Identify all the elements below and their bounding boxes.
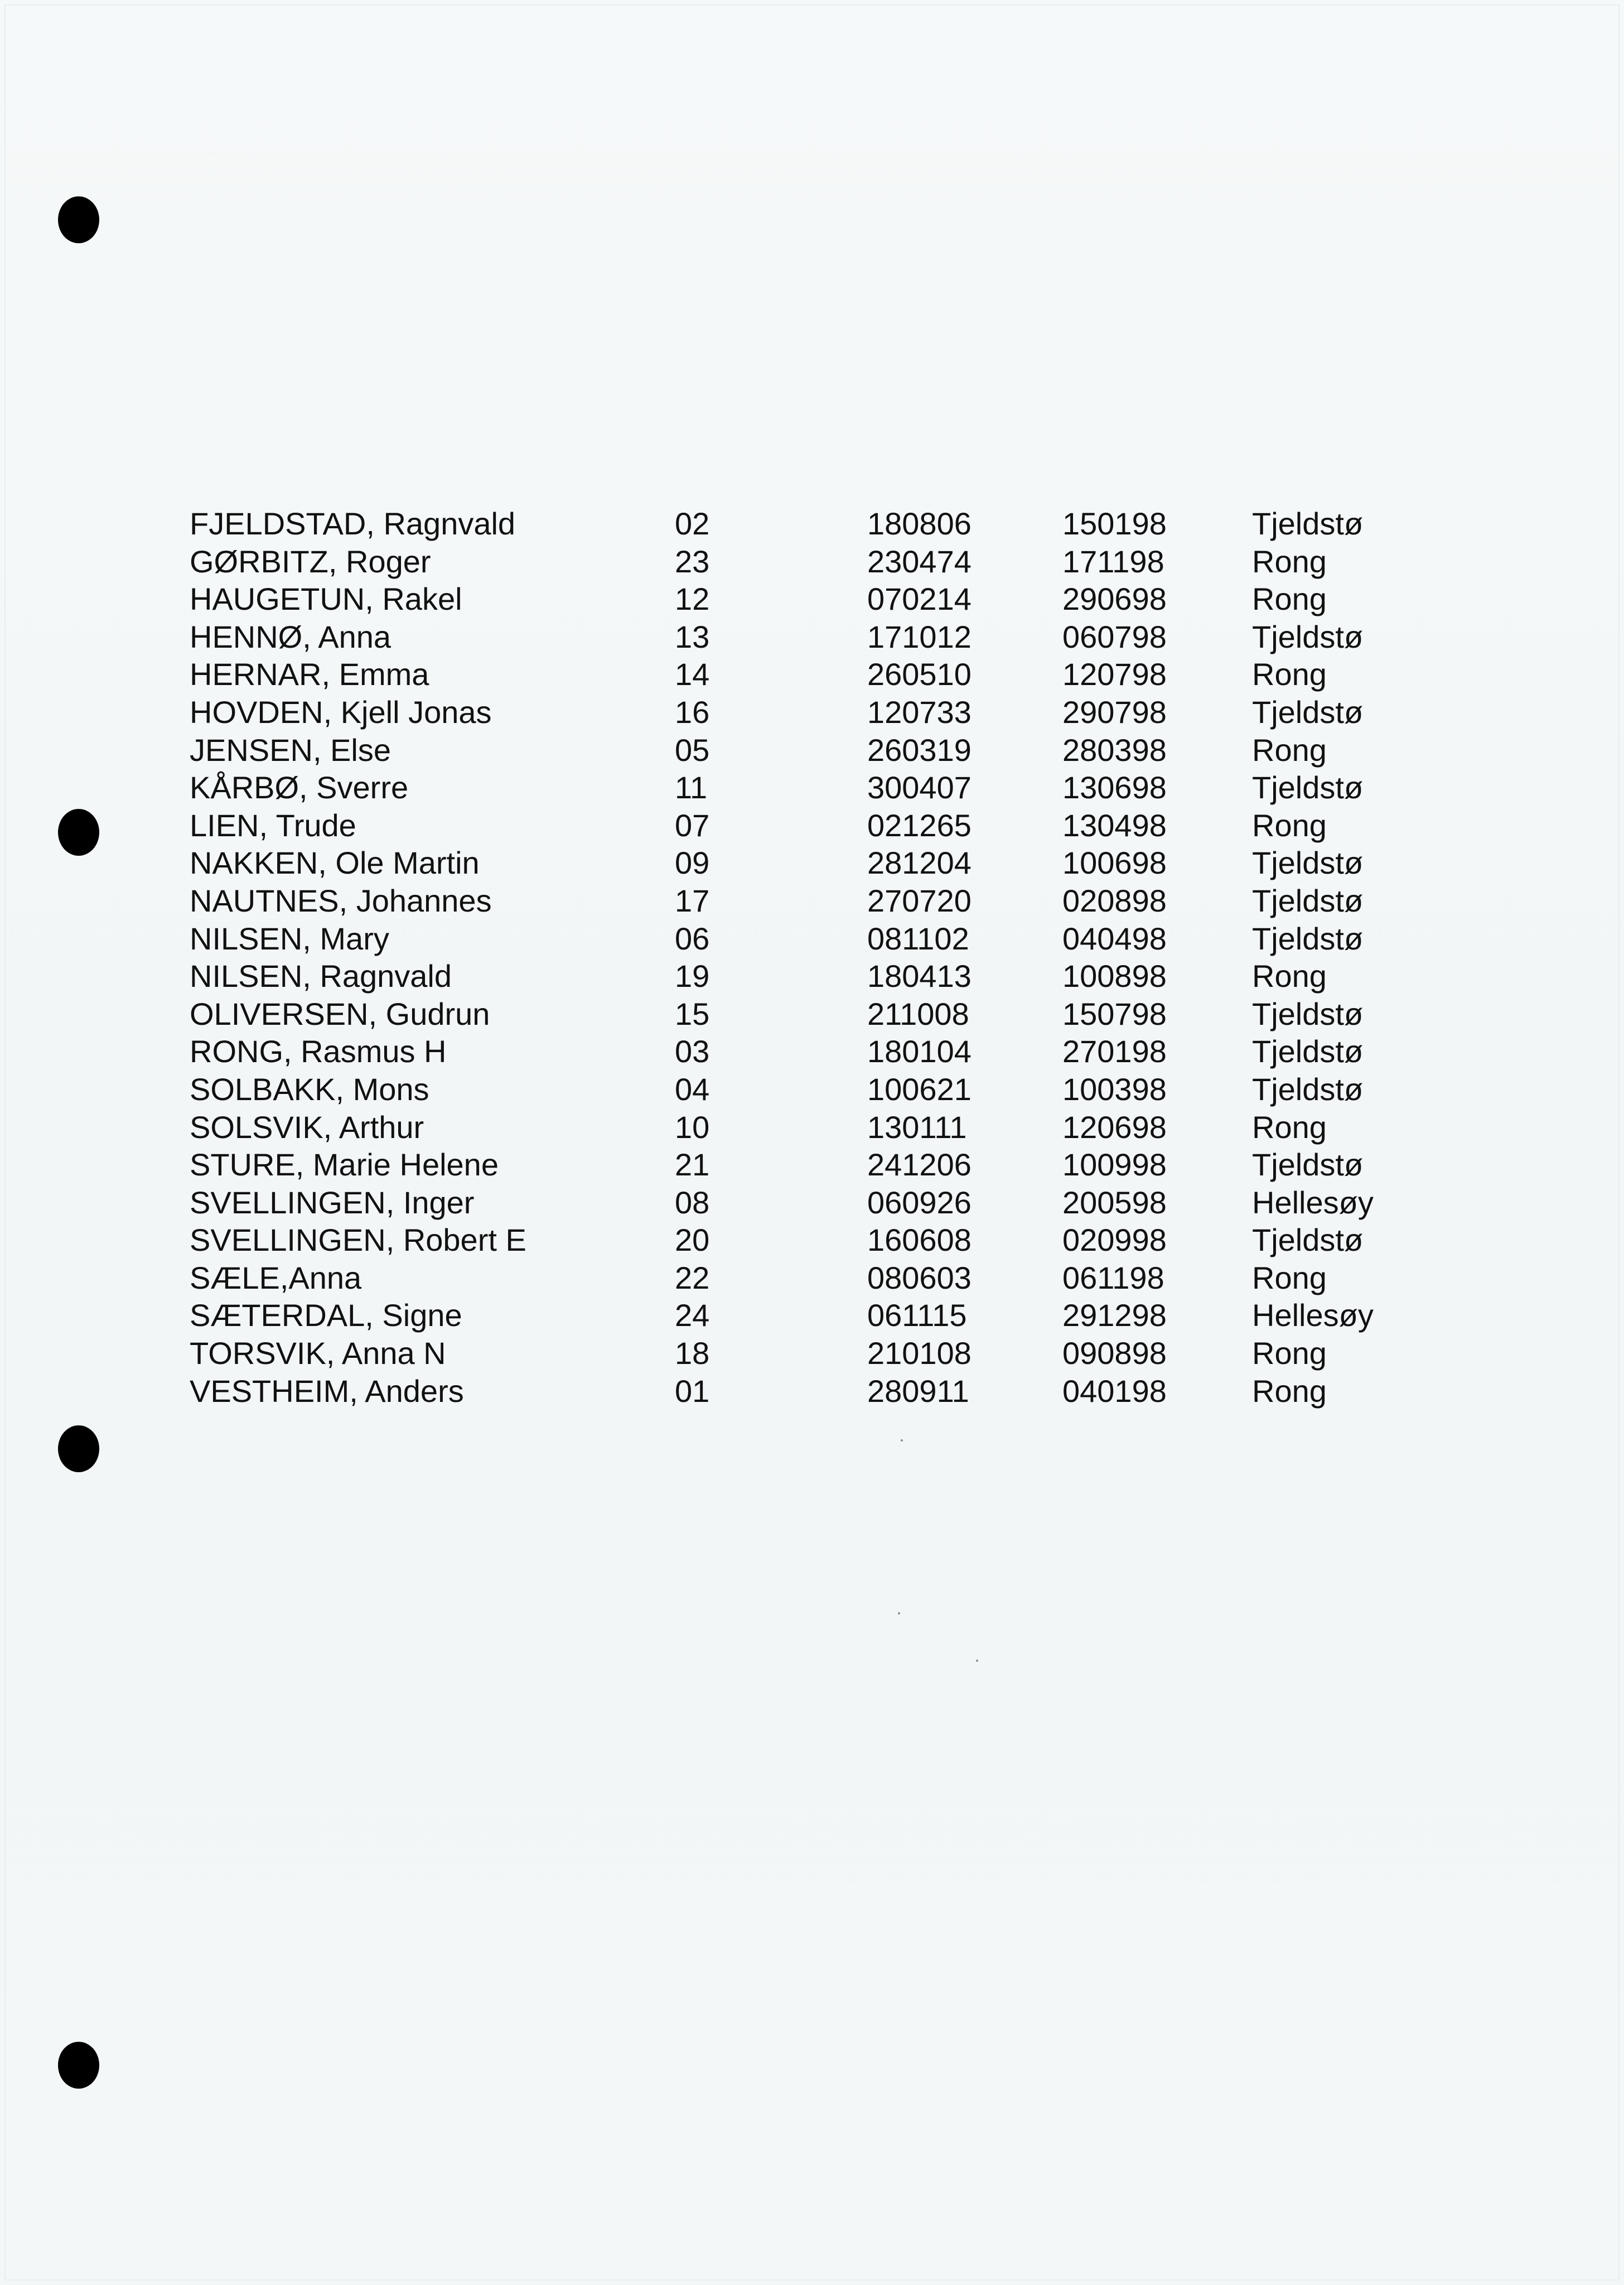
person-name: KÅRBØ, Sverre [190,770,409,806]
death-date: 100898 [1062,958,1167,994]
person-name: RONG, Rasmus H [190,1034,447,1069]
death-date: 100398 [1062,1071,1167,1107]
birth-date: 080603 [867,1260,972,1295]
death-date: 100698 [1062,845,1167,881]
person-name: HOVDEN, Kjell Jonas [190,694,492,730]
register-row [0,1071,1624,1108]
register-row [0,731,1624,769]
birth-date: 210108 [867,1336,972,1371]
death-date: 090898 [1062,1336,1167,1371]
birth-date: 270720 [867,883,972,918]
entry-number: 13 [675,619,710,654]
birth-date: 180413 [867,958,972,994]
birth-date: 260319 [867,732,972,768]
death-date: 061198 [1062,1260,1164,1295]
burial-register-list [0,505,1624,1410]
death-date: 270198 [1062,1034,1167,1069]
register-row [0,1146,1624,1184]
burial-place: Tjeldstø [1252,1222,1364,1258]
entry-number: 20 [675,1222,710,1258]
birth-date: 241206 [867,1147,972,1183]
birth-date: 230474 [867,543,972,579]
burial-place: Tjeldstø [1252,996,1364,1031]
register-row [0,769,1624,807]
register-row [0,957,1624,995]
death-date: 130698 [1062,770,1167,806]
birth-date: 070214 [867,581,972,617]
burial-place: Rong [1252,1260,1327,1295]
register-row [0,1184,1624,1222]
birth-date: 021265 [867,807,972,843]
entry-number: 19 [675,958,710,994]
birth-date: 171012 [867,619,972,654]
entry-number: 24 [675,1298,710,1333]
birth-date: 280911 [867,1373,969,1409]
register-row [0,505,1624,543]
register-row [0,543,1624,581]
death-date: 100998 [1062,1147,1167,1183]
person-name: SVELLINGEN, Robert E [190,1222,526,1258]
birth-date: 100621 [867,1071,972,1107]
register-row [0,580,1624,618]
entry-number: 23 [675,543,710,579]
entry-number: 04 [675,1071,710,1107]
entry-number: 02 [675,506,710,541]
birth-date: 180806 [867,506,972,541]
death-date: 020998 [1062,1222,1167,1258]
burial-place: Tjeldstø [1252,1147,1364,1183]
entry-number: 12 [675,581,710,617]
entry-number: 17 [675,883,710,918]
person-name: FJELDSTAD, Ragnvald [190,506,516,541]
register-row [0,920,1624,958]
register-row [0,844,1624,882]
burial-place: Tjeldstø [1252,694,1364,730]
register-row [0,618,1624,656]
register-row [0,1296,1624,1334]
birth-date: 180104 [867,1034,972,1069]
punch-hole [58,196,99,243]
entry-number: 05 [675,732,710,768]
death-date: 150198 [1062,506,1167,541]
register-row [0,1108,1624,1146]
burial-place: Rong [1252,1373,1327,1409]
birth-date: 281204 [867,845,972,881]
entry-number: 15 [675,996,710,1031]
person-name: OLIVERSEN, Gudrun [190,996,490,1031]
birth-date: 260510 [867,657,972,692]
death-date: 060798 [1062,619,1167,654]
person-name: STURE, Marie Helene [190,1147,499,1183]
burial-place: Tjeldstø [1252,845,1364,881]
death-date: 040498 [1062,920,1167,956]
register-row [0,1259,1624,1297]
burial-place: Rong [1252,807,1327,843]
entry-number: 18 [675,1336,710,1371]
death-date: 171198 [1062,543,1164,579]
register-row [0,1334,1624,1372]
birth-date: 120733 [867,694,972,730]
register-row [0,693,1624,731]
entry-number: 22 [675,1260,710,1295]
death-date: 020898 [1062,883,1167,918]
death-date: 200598 [1062,1184,1167,1220]
birth-date: 300407 [867,770,972,806]
burial-place: Rong [1252,958,1327,994]
entry-number: 09 [675,845,710,881]
death-date: 150798 [1062,996,1167,1031]
person-name: TORSVIK, Anna N [190,1336,446,1371]
burial-place: Rong [1252,1109,1327,1145]
burial-place: Hellesøy [1252,1184,1374,1220]
person-name: SÆLE,Anna [190,1260,362,1295]
person-name: HENNØ, Anna [190,619,392,654]
person-name: SOLBAKK, Mons [190,1071,429,1107]
entry-number: 07 [675,807,710,843]
person-name: VESTHEIM, Anders [190,1373,464,1409]
person-name: JENSEN, Else [190,732,391,768]
death-date: 290798 [1062,694,1167,730]
register-row [0,995,1624,1033]
death-date: 280398 [1062,732,1167,768]
entry-number: 03 [675,1034,710,1069]
scan-speck [976,1660,978,1662]
scan-speck [898,1612,900,1614]
entry-number: 01 [675,1373,710,1409]
birth-date: 060926 [867,1184,972,1220]
punch-hole [58,2042,99,2089]
burial-place: Tjeldstø [1252,920,1364,956]
person-name: NILSEN, Mary [190,920,389,956]
burial-place: Tjeldstø [1252,770,1364,806]
register-row [0,807,1624,845]
punch-hole [58,1425,99,1472]
death-date: 040198 [1062,1373,1167,1409]
person-name: SÆTERDAL, Signe [190,1298,462,1333]
burial-place: Tjeldstø [1252,1034,1364,1069]
person-name: SVELLINGEN, Inger [190,1184,475,1220]
birth-date: 160608 [867,1222,972,1258]
person-name: SOLSVIK, Arthur [190,1109,424,1145]
burial-place: Rong [1252,732,1327,768]
death-date: 291298 [1062,1298,1167,1333]
death-date: 130498 [1062,807,1167,843]
register-row [0,655,1624,693]
death-date: 290698 [1062,581,1167,617]
person-name: NAUTNES, Johannes [190,883,492,918]
burial-place: Rong [1252,543,1327,579]
burial-place: Tjeldstø [1252,1071,1364,1107]
burial-place: Tjeldstø [1252,506,1364,541]
entry-number: 10 [675,1109,710,1145]
entry-number: 16 [675,694,710,730]
entry-number: 06 [675,920,710,956]
entry-number: 14 [675,657,710,692]
burial-place: Hellesøy [1252,1298,1374,1333]
person-name: HERNAR, Emma [190,657,429,692]
register-row [0,1033,1624,1071]
death-date: 120798 [1062,657,1167,692]
register-row [0,1372,1624,1410]
burial-place: Rong [1252,1336,1327,1371]
entry-number: 08 [675,1184,710,1220]
register-row [0,1221,1624,1259]
person-name: NILSEN, Ragnvald [190,958,452,994]
birth-date: 211008 [867,996,969,1031]
person-name: GØRBITZ, Roger [190,543,431,579]
burial-place: Tjeldstø [1252,619,1364,654]
birth-date: 081102 [867,920,969,956]
birth-date: 130111 [867,1109,967,1145]
person-name: NAKKEN, Ole Martin [190,845,480,881]
person-name: HAUGETUN, Rakel [190,581,462,617]
entry-number: 11 [675,770,708,806]
scan-speck [901,1439,903,1442]
entry-number: 21 [675,1147,710,1183]
burial-place: Rong [1252,581,1327,617]
person-name: LIEN, Trude [190,807,356,843]
burial-place: Tjeldstø [1252,883,1364,918]
death-date: 120698 [1062,1109,1167,1145]
register-row [0,882,1624,920]
birth-date: 061115 [867,1298,967,1333]
burial-place: Rong [1252,657,1327,692]
